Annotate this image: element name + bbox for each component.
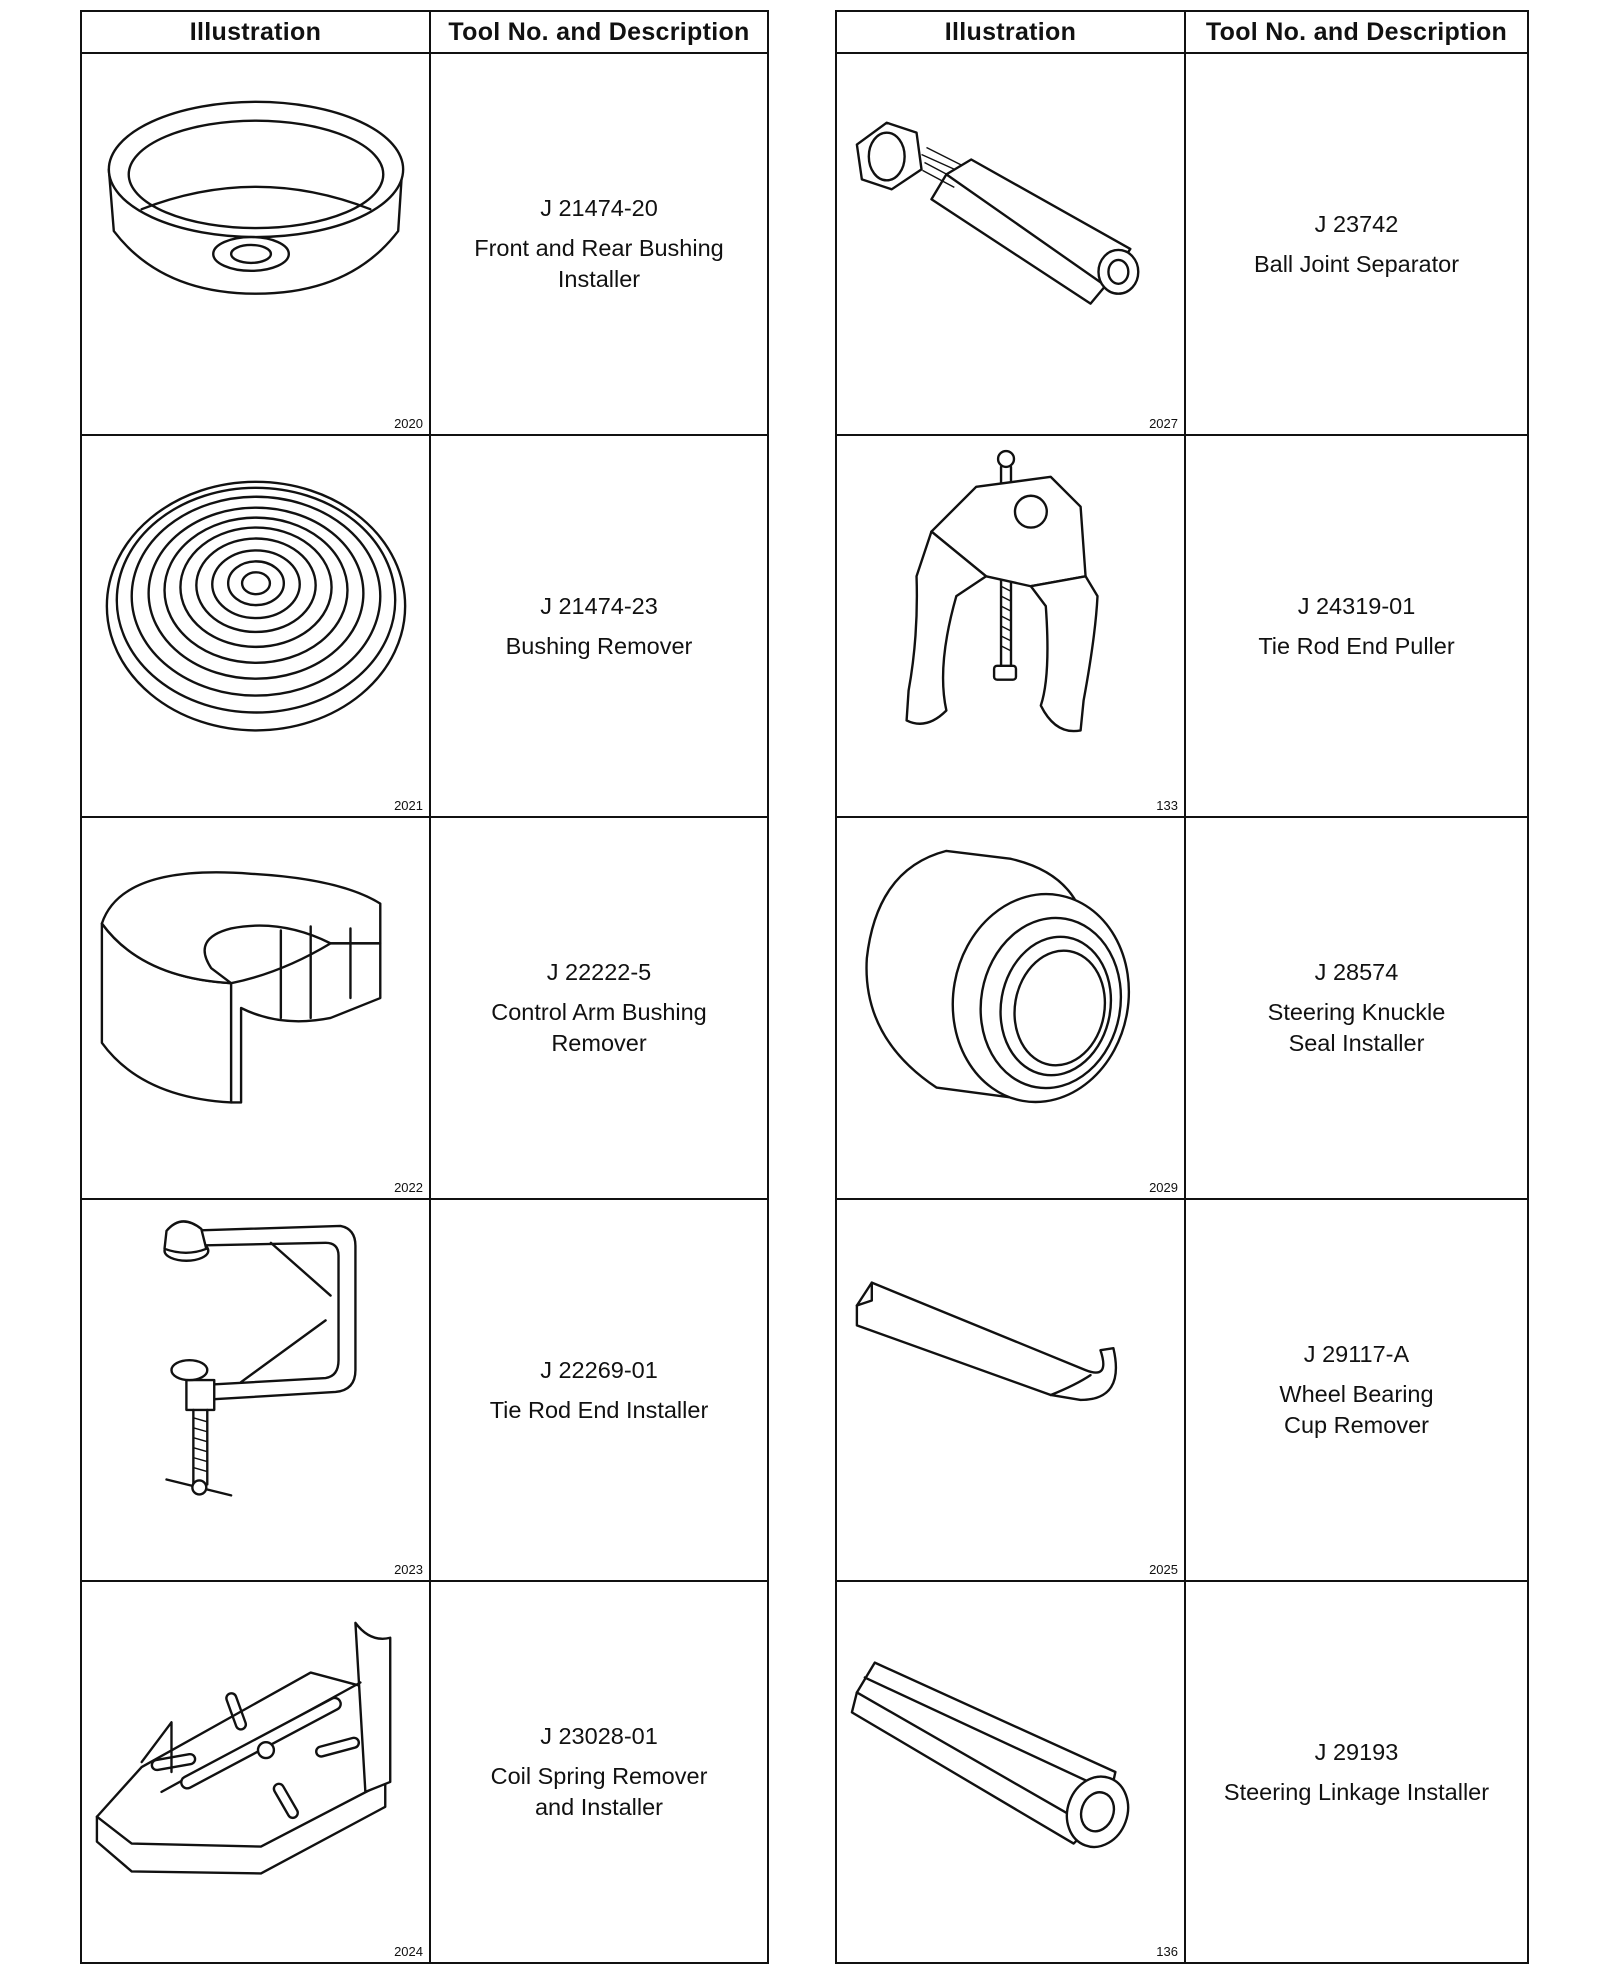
illustration-cell: [81, 53, 430, 435]
illustration-header: Illustration: [836, 11, 1185, 53]
tool-number: J 28574: [1314, 959, 1399, 985]
tool-description-cell: [1185, 435, 1528, 817]
header-row: [81, 11, 768, 53]
tool-description-cell: [1185, 1581, 1528, 1963]
illustration-cell: [836, 1199, 1185, 1581]
figure-number: 2024: [394, 1944, 423, 1959]
tool-description-cell: [430, 1199, 768, 1581]
table-row: [81, 817, 768, 1199]
tool-description: Steering Linkage Installer: [1223, 1778, 1490, 1805]
tool-description-cell: [1185, 53, 1528, 435]
table-row: [81, 1581, 768, 1963]
illustration-header: Illustration: [81, 11, 430, 53]
u-shaped-remover-icon: [82, 818, 429, 1198]
tool-number: J 21474-23: [540, 592, 658, 619]
tool-number: J 23028-01: [540, 1723, 658, 1749]
illustration-cell: [81, 1199, 430, 1581]
tool-description: Steering Knuckle Seal Installer: [1267, 999, 1446, 1056]
tool-table-right: [835, 10, 1529, 1964]
tool-number: J 29193: [1314, 1738, 1399, 1765]
figure-number: 2021: [394, 798, 423, 813]
cylinder-installer-icon: [837, 818, 1184, 1198]
illustration-cell: [836, 53, 1185, 435]
illustration-cell: [836, 1581, 1185, 1963]
table-row: [81, 53, 768, 435]
figure-number: 2023: [394, 1562, 423, 1577]
tool-description-cell: [430, 435, 768, 817]
tool-header: Tool No. and Description: [430, 11, 768, 53]
tool-description: Bushing Remover: [505, 632, 693, 659]
tool-description-cell: [430, 817, 768, 1199]
illustration-cell: [81, 435, 430, 817]
tool-description: Front and Rear Bushing Installer: [474, 235, 724, 292]
ribbed-disc-remover-icon: [82, 436, 429, 816]
table-row: [836, 817, 1528, 1199]
tool-number: J 29117-A: [1303, 1341, 1410, 1367]
header-row: [836, 11, 1528, 53]
figure-number: 2029: [1149, 1180, 1178, 1195]
tool-description: Coil Spring Remover and Installer: [490, 1763, 708, 1820]
figure-number: 133: [1156, 798, 1178, 813]
figure-number: 136: [1156, 1944, 1178, 1959]
illustration-cell: [836, 817, 1185, 1199]
tool-description: Tie Rod End Installer: [489, 1396, 709, 1423]
table-row: [81, 435, 768, 817]
figure-number: 2027: [1149, 416, 1178, 431]
tool-number: J 22269-01: [540, 1356, 658, 1383]
jaw-puller-icon: [837, 436, 1184, 816]
table-row: [836, 435, 1528, 817]
tool-description-cell: [430, 53, 768, 435]
tool-description-cell: [1185, 817, 1528, 1199]
tool-table-left: [80, 10, 769, 1964]
illustration-cell: [81, 1581, 430, 1963]
tool-description-cell: [430, 1581, 768, 1963]
table-row: [81, 1199, 768, 1581]
tool-description: Control Arm Bushing Remover: [491, 999, 707, 1056]
c-clamp-installer-icon: [82, 1200, 429, 1580]
hex-tube-icon: [837, 1582, 1184, 1962]
slotted-plate-tool-icon: [82, 1582, 429, 1962]
illustration-cell: [81, 817, 430, 1199]
threaded-separator-icon: [837, 54, 1184, 434]
tool-description: Tie Rod End Puller: [1258, 632, 1455, 659]
tool-header: Tool No. and Description: [1185, 11, 1528, 53]
table-row: [836, 53, 1528, 435]
tool-number: J 21474-20: [540, 195, 658, 221]
tool-description-cell: [1185, 1199, 1528, 1581]
tool-description: Ball Joint Separator: [1253, 250, 1460, 277]
hooked-bar-icon: [837, 1200, 1184, 1580]
illustration-cell: [836, 435, 1185, 817]
figure-number: 2025: [1149, 1562, 1178, 1577]
tool-number: J 22222-5: [546, 959, 652, 985]
figure-number: 2020: [394, 416, 423, 431]
tool-number: J 24319-01: [1297, 592, 1416, 619]
figure-number: 2022: [394, 1180, 423, 1195]
table-row: [836, 1581, 1528, 1963]
tool-description: Wheel Bearing Cup Remover: [1279, 1381, 1434, 1438]
cup-installer-icon: [82, 54, 429, 434]
table-row: [836, 1199, 1528, 1581]
tool-number: J 23742: [1314, 210, 1399, 237]
